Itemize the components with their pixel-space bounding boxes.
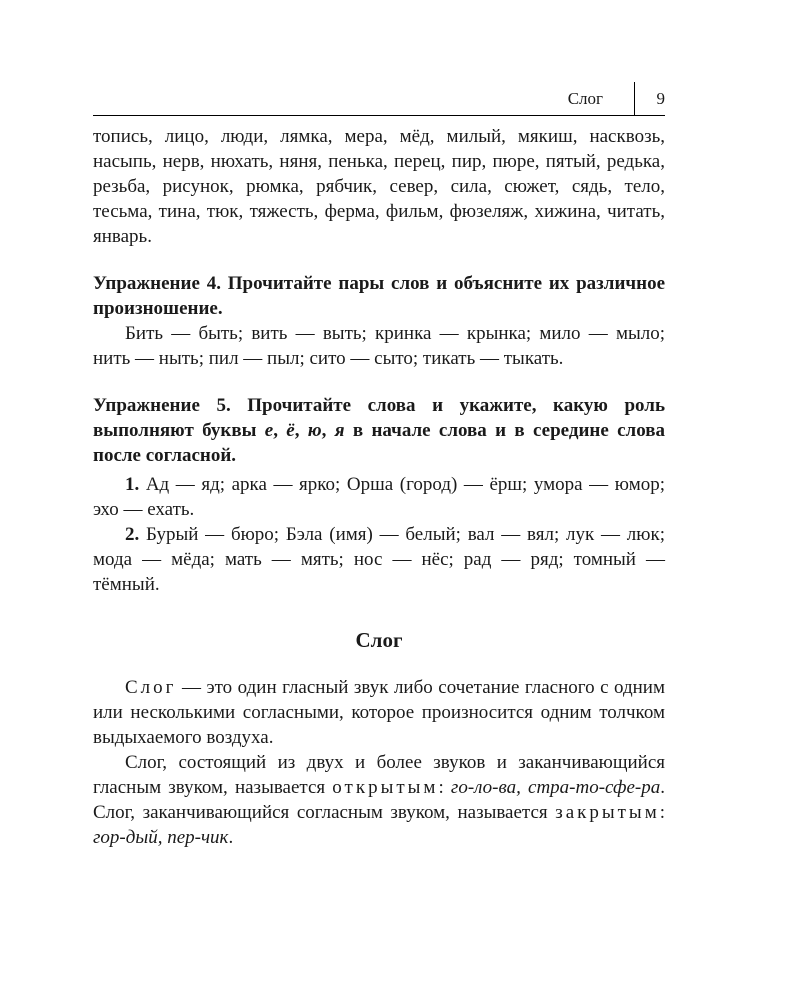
letter-yo: ё xyxy=(286,420,295,441)
exercise-5-item-2 xyxy=(93,522,665,597)
example-closed: гор-дый, пер-чик xyxy=(93,827,229,848)
para2-end: . xyxy=(228,827,234,848)
item-2-number: 2. xyxy=(125,524,140,545)
running-header xyxy=(93,80,665,116)
exercise-5-title-end: в начале слова и в середине слова после согласной. xyxy=(93,420,665,466)
item-1-text: Ад — яд; арка — ярко; Орша (город) — ёрш; умора — юмор; эхо — ехать. xyxy=(93,474,665,520)
open-closed-paragraph xyxy=(93,750,665,850)
para2-start: Слог, состоящий из двух и более звуков и заканчивающийся гласным звуком, называется xyxy=(93,752,665,798)
letter-e: е xyxy=(264,420,274,441)
letter-yu: ю xyxy=(307,420,322,441)
page-number: 9 xyxy=(656,89,665,108)
exercise-5-item-1 xyxy=(93,472,665,522)
header-separator xyxy=(634,82,635,116)
running-header-title: Слог xyxy=(567,89,603,108)
definition-paragraph xyxy=(93,675,665,750)
continued-word-list: топись, лицо, люди, лямка, мера, мёд, милый, мякиш, насквозь, насыпь, нерв, нюхать, няня, пенька, перец, пир, пюре, пятый, редька, резьба, рисунок, рюмка, рябчик, север, сила, сюжет, сядь, тело, тесьма, тина, тюк, тяжесть, ферма, фильм, фюзеляж, хижина, читать, январь. xyxy=(93,126,665,247)
exercise-4-body: Бить — быть; вить — выть; кринка — крынка; мило — мыло; нить — ныть; пил — пыл; сито — сыто; тикать — тыкать. xyxy=(93,323,665,369)
exercise-5-title: Упражнение 5. Прочитайте слова и укажите, какую роль выполняют буквы е, ё, ю, я в начале слова и в середине слова после согласной. xyxy=(93,395,665,466)
para2-colon-2: : xyxy=(659,802,665,823)
exercise-4-title: Упражнение 4. Прочитайте пары слов и объясните их различное произношение. xyxy=(93,273,665,319)
letter-ya: я xyxy=(334,420,345,441)
definition-text: — это один гласный звук либо сочетание гласного с одним или несколькими согласными, которое произносится одним толчком выдыхаемого воздуха. xyxy=(93,677,665,748)
header-rule xyxy=(93,115,665,116)
section-heading: Слог xyxy=(355,628,403,652)
term-syllable: Слог xyxy=(125,677,177,698)
exercise-5-title-start: Упражнение 5. Прочитайте слова и укажите, какую роль выполняют буквы xyxy=(93,395,665,441)
example-open: го-ло-ва, стра-то-сфе-ра xyxy=(450,777,661,798)
item-2-text: Бурый — бюро; Бэла (имя) — белый; вал — вял; лук — люк; мода — мёда; мать — мять; нос — нёс; рад — ряд; томный — тёмный. xyxy=(93,524,665,595)
item-1-number: 1. xyxy=(125,474,140,495)
para2-mid: . Слог, заканчивающийся согласным звуком, называется xyxy=(93,777,666,823)
book-page xyxy=(93,80,665,850)
term-open: открытым xyxy=(332,777,439,798)
term-closed: закрытым xyxy=(555,802,660,823)
para2-colon-1: : xyxy=(438,777,451,798)
